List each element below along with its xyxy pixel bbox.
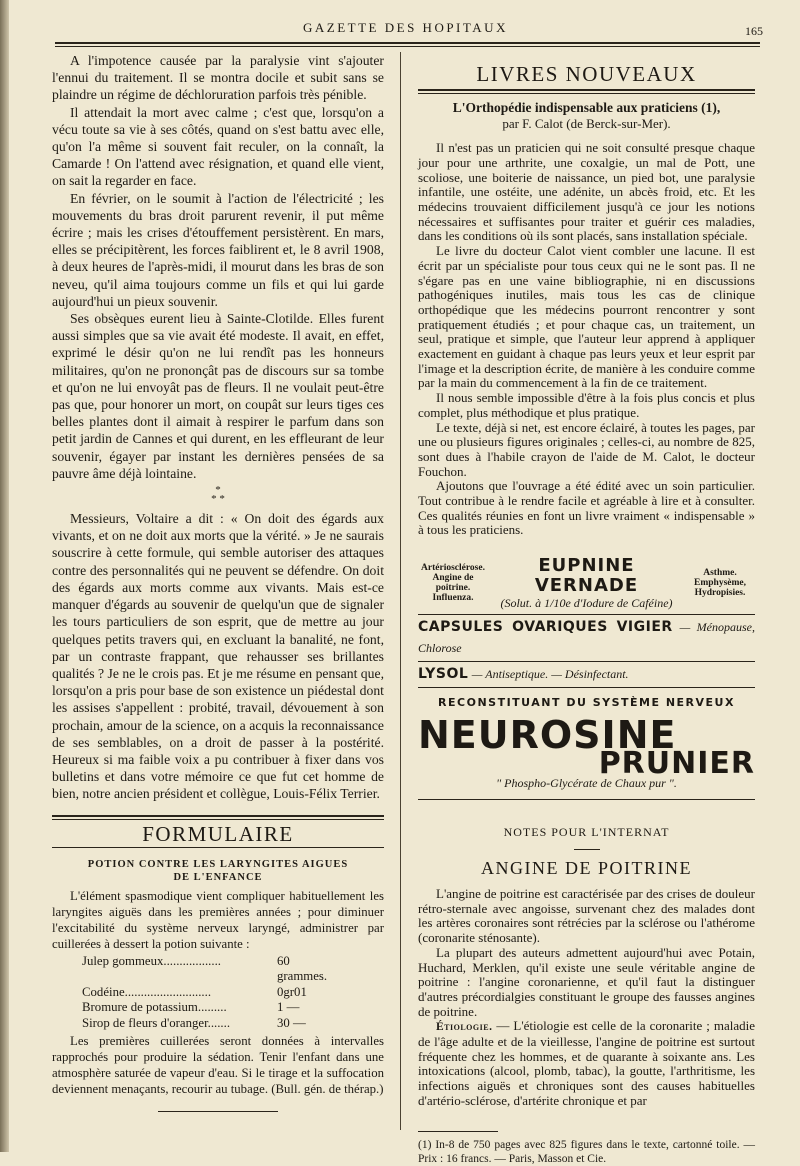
conclusion-paragraph: Messieurs, Voltaire a dit : « On doit des égards aux vivants, et on ne doit aux morts que la vérité. » Je ne saurais souscrire à cette formule, qui semble autoriser des attaques contre des personnalités qui ne peuvent se défendre. On doit des égards aux morts comme aux vivants. Mais est-ce manquer d'égards au souvenir de quelqu'un que de signaler les tours particuliers de son esprit, que de mettre au jour quelques petits travers qui, en excluant la banalité, ne font, par un contraste frappant, que rehausser ses brillantes qualités ? Je ne le crois pas. Et je me résume en pensant que, lorsqu'on a pris pour base de son existence un piédestal dont les assises s'appellent : probité, travail, dévouement à son prochain, amour de la science, on a acquis la reconnaissance de ses semblables, on a droit de passer à la postérité. Heureux si ma faible voix a pu contribuer à fixer dans vos bulletins et dans votre mémoire ce que fut cet homme de bien, notre ancien président et collègue, Louis-Félix Terrier. — [52, 511, 384, 802]
indication: Influenza. — [432, 593, 474, 604]
ad-capsules-brand: CAPSULES OVARIQUES VIGIER — [418, 619, 673, 636]
section-rule — [52, 815, 384, 820]
section-rule — [52, 847, 384, 848]
ingredient-name: Bromure de potassium......... — [82, 1000, 227, 1015]
ingredient-row — [82, 954, 384, 985]
ingredient-quantity: 60 grammes. — [277, 953, 328, 984]
recipe-title — [52, 858, 384, 884]
ingredient-row — [82, 985, 384, 1001]
footnote: (1) In-8 de 750 pages avec 825 figures dans le texte, cartonné toile. — Prix : 16 francs. — Paris, Masson et Cie. — [418, 1138, 755, 1165]
livres-nouveaux-heading: LIVRES NOUVEAUX — [476, 62, 697, 86]
journal-title: GAZETTE DES HOPITAUX — [303, 20, 508, 35]
page-binding-edge — [0, 0, 9, 1152]
obituary-paragraph: En février, on le soumit à l'action de l'électricité ; les mouvements du bras droit parurent revenir, il put même écrire ; mais les crises d'étouffement persistèrent. En mars, elles se précipitèrent, les forces faiblirent et, le 8 avril 1908, à deux heures de l'après-midi, il mourut dans les bras de son neveu, qu'il aima toujours comme un fils et qui lui garde aujourd'hui un pieux souvenir. — [52, 190, 384, 309]
review-paragraph: Le livre du docteur Calot vient combler une lacune. Il est écrit par un spécialiste pour tous ceux qui ne le sont pas. Il ne s'égare pas en une vaine bibliographie, ni en discussions pathogéniques inutiles, mais tous les cas de clinique orthopédique que les médecins pourront rencontrer y sont pratiquement étudiés ; et pour chaque cas, un traitement, un seul, pratique et simple, que l'auteur leur apprend à appliquer exactement en guidant à chaque pas leurs yeux et leur esprit par l'image et la description écrite, de manière à les conduire comme par la main du commencement à la fin de ce traitement. — [418, 243, 755, 391]
formulaire-heading: FORMULAIRE — [142, 821, 294, 846]
ingredient-row — [82, 1016, 384, 1032]
running-header — [48, 20, 763, 38]
ingredient-quantity: 1 — — [277, 1000, 300, 1015]
etiologie-text: — L'étiologie est celle de la coronarite ; maladie de l'âge adulte et de la vieillesse, l'angine de poitrine est surtout fréquente chez les hommes, et de quarante à soixante ans. Les intoxications (alcool, plomb, tabac), la goutte, l'arthritisme, les infections aiguës et chroniques sont des causes habituelles d'artério-sclérose, d'artérite chronique et par — [418, 1018, 755, 1108]
indication: Asthme. — [703, 568, 737, 579]
review-paragraph: Il nous semble impossible d'être à la fois plus concis et plus complet, plus méthodique et plus pratique. — [418, 390, 755, 420]
ad-capsules-desc: — Ménopause, Chlorose — [418, 620, 755, 656]
ad-lysol-desc: — Antiseptique. — Désinfectant. — [471, 667, 629, 682]
ad-eupnine-indications-right — [685, 568, 755, 598]
ad-eupnine-center — [488, 556, 685, 610]
right-column — [418, 52, 755, 1166]
book-author: par F. Calot (de Berck-sur-Mer). — [502, 116, 671, 132]
obituary-paragraph: Ses obsèques eurent lieu à Sainte-Clotilde. Elles furent aussi simples que sa vie avait été modeste. Il avait, en effet, exprimé le désir qu'on ne lui rendît pas les honneurs militaires, qu'on ne prononçât pas de discours sur sa tombe et qu'on ne lui envoyât pas de fleurs. Il ne voulait peut-être pas que, pour honorer un mort, on coupât sur leurs tiges ces belles plantes dont il aimait à respirer le parfum dans son petit jardin de Cannes et qui durent, en les effleurant de leur souvenir, égayer par instant les dernières pensées de sa pauvre âme déjà lointaine. — [52, 311, 384, 481]
obituary-paragraph: A l'impotence causée par la paralysie vint s'ajouter l'ennui du traitement. Il se montra docile et subit sans se plaindre un régime de déchloruration parfois très pénible. — [52, 53, 384, 103]
advertisements — [418, 556, 755, 799]
ad-neurosine — [418, 688, 755, 799]
ad-lysol-brand: LYSOL — [418, 666, 469, 683]
ad-neurosine-tagline: RECONSTITUANT DU SYSTÈME NERVEUX — [438, 696, 735, 710]
indication: Hydropisies. — [694, 588, 746, 599]
ad-eupnine-indications — [418, 563, 488, 603]
column-divider — [400, 52, 401, 1130]
indication: Artériosclérose. — [421, 563, 485, 574]
ingredient-name: Julep gommeux.................. — [82, 953, 221, 968]
review-paragraph: Le texte, déjà si net, est encore éclairé, à toutes les pages, par une ou plusieurs figures originales ; celles-ci, au nombre de 825, sont dues à l'habile crayon de l'aide de M. Calot, le docteur Fouchon. — [418, 419, 755, 479]
end-ornament-rule — [158, 1111, 278, 1112]
ad-eupnine — [418, 556, 755, 615]
page-number: 165 — [745, 24, 763, 38]
recipe-intro: L'élément spasmodique vient compliquer habituellement les laryngites aiguës dans les premières années ; pour diminuer l'excitabilité du système nerveux laryngé, administrer par cuillerées à dessert la potion suivante : — [52, 888, 384, 951]
recipe-instructions: Les premières cuillerées seront données à intervalles rapprochés pour produire la sédation. Tenir l'enfant dans une atmosphère saturée de vapeur d'eau. Si le tirage et la suffocation deviennent menaçants, recourir au tubage. (Bull. gén. de thérap.) — [52, 1034, 384, 1097]
ingredient-quantity: 0gr01 — [277, 984, 307, 999]
ad-eupnine-formula: (Solut. à 1/10e d'Iodure de Caféine) — [500, 596, 673, 611]
ad-neurosine-maker: PRUNIER — [598, 746, 755, 782]
header-double-rule — [55, 42, 760, 47]
etiologie-label: Étiologie. — [436, 1021, 493, 1034]
left-column — [52, 52, 384, 1112]
ingredient-row — [82, 1000, 384, 1016]
angine-paragraph: L'angine de poitrine est caractérisée par des crises de douleur rétro-sternale avec angoisse, survenant chez des malades dont les artères coronaires sont rétrécies par la sclérose ou l'athérome (coronarite sténosante). — [418, 886, 755, 946]
angine-heading: ANGINE DE POITRINE — [481, 857, 692, 878]
review-paragraph: Ajoutons que l'ouvrage a été édité avec un soin particulier. Tout contribue à le rendre facile et agréable à lire et à consulter. Ces qualités réunies en font un livre vraiment « indispensable » à tous les praticiens. — [418, 478, 755, 538]
ingredient-quantity: 30 — — [277, 1015, 306, 1030]
angine-paragraph: La plupart des auteurs admettent aujourd'hui avec Potain, Huchard, Merklen, qu'il existe une seule véritable angine de poitrine : l'angine coronarienne, et qu'il faut la distinguer d'autres précordialgies constituant le groupe des fausses angines de poitrine. — [418, 944, 755, 1019]
section-rule — [418, 89, 755, 94]
recipe-title-line: POTION CONTRE LES LARYNGITES AIGUES — [87, 858, 349, 870]
review-paragraph: Il n'est pas un praticien qui ne soit consulté presque chaque jour pour une arthrite, une coxalgie, un mal de Pott, une scoliose, une boiterie de naissance, un pied bot, une paralysie infantile, une ostéite, une adénite, un abcès froid, etc. Et les médecins trouvaient difficilement jusqu'à ce jour les notions nécessaires et suffisantes pour traiter et guérir ces maladies, dans les conditions où ils sont placés, sans installation spéciale. — [418, 140, 755, 244]
book-title: L'Orthopédie indispensable aux praticiens (1), — [452, 100, 721, 116]
recipe-ingredients — [82, 954, 384, 1032]
short-rule — [574, 849, 600, 850]
obituary-paragraph: Il attendait la mort avec calme ; c'est que, lorsqu'on a vécu toute sa vie à ses côtés, quand on s'est battu avec elle, qu'on l'a même si souvent fait reculer, on la connaît, la Camarde ! On l'attend avec résignation, et quand elle vient, on sait la regarder en face. — [52, 104, 384, 189]
recipe-title-line: DE L'ENFANCE — [173, 871, 263, 883]
footnote-rule — [418, 1131, 498, 1132]
ingredient-name: Sirop de fleurs d'oranger....... — [82, 1015, 231, 1030]
etiologie-paragraph — [418, 1019, 755, 1108]
ingredient-name: Codéine........................... — [82, 984, 212, 999]
ad-neurosine-name: NEUROSINE — [418, 713, 677, 758]
ad-lysol — [418, 662, 755, 688]
ad-capsules — [418, 615, 755, 662]
section-asterism: * * * — [211, 484, 225, 506]
notes-internat-heading: NOTES POUR L'INTERNAT — [503, 824, 670, 839]
indication: Angine de poitrine. — [432, 573, 474, 594]
ad-eupnine-brand: EUPNINE VERNADE — [534, 555, 639, 597]
indication: Emphysème, — [694, 578, 746, 589]
ad-neurosine-subtitle: " Phospho-Glycérate de Chaux pur ". — [496, 776, 677, 791]
